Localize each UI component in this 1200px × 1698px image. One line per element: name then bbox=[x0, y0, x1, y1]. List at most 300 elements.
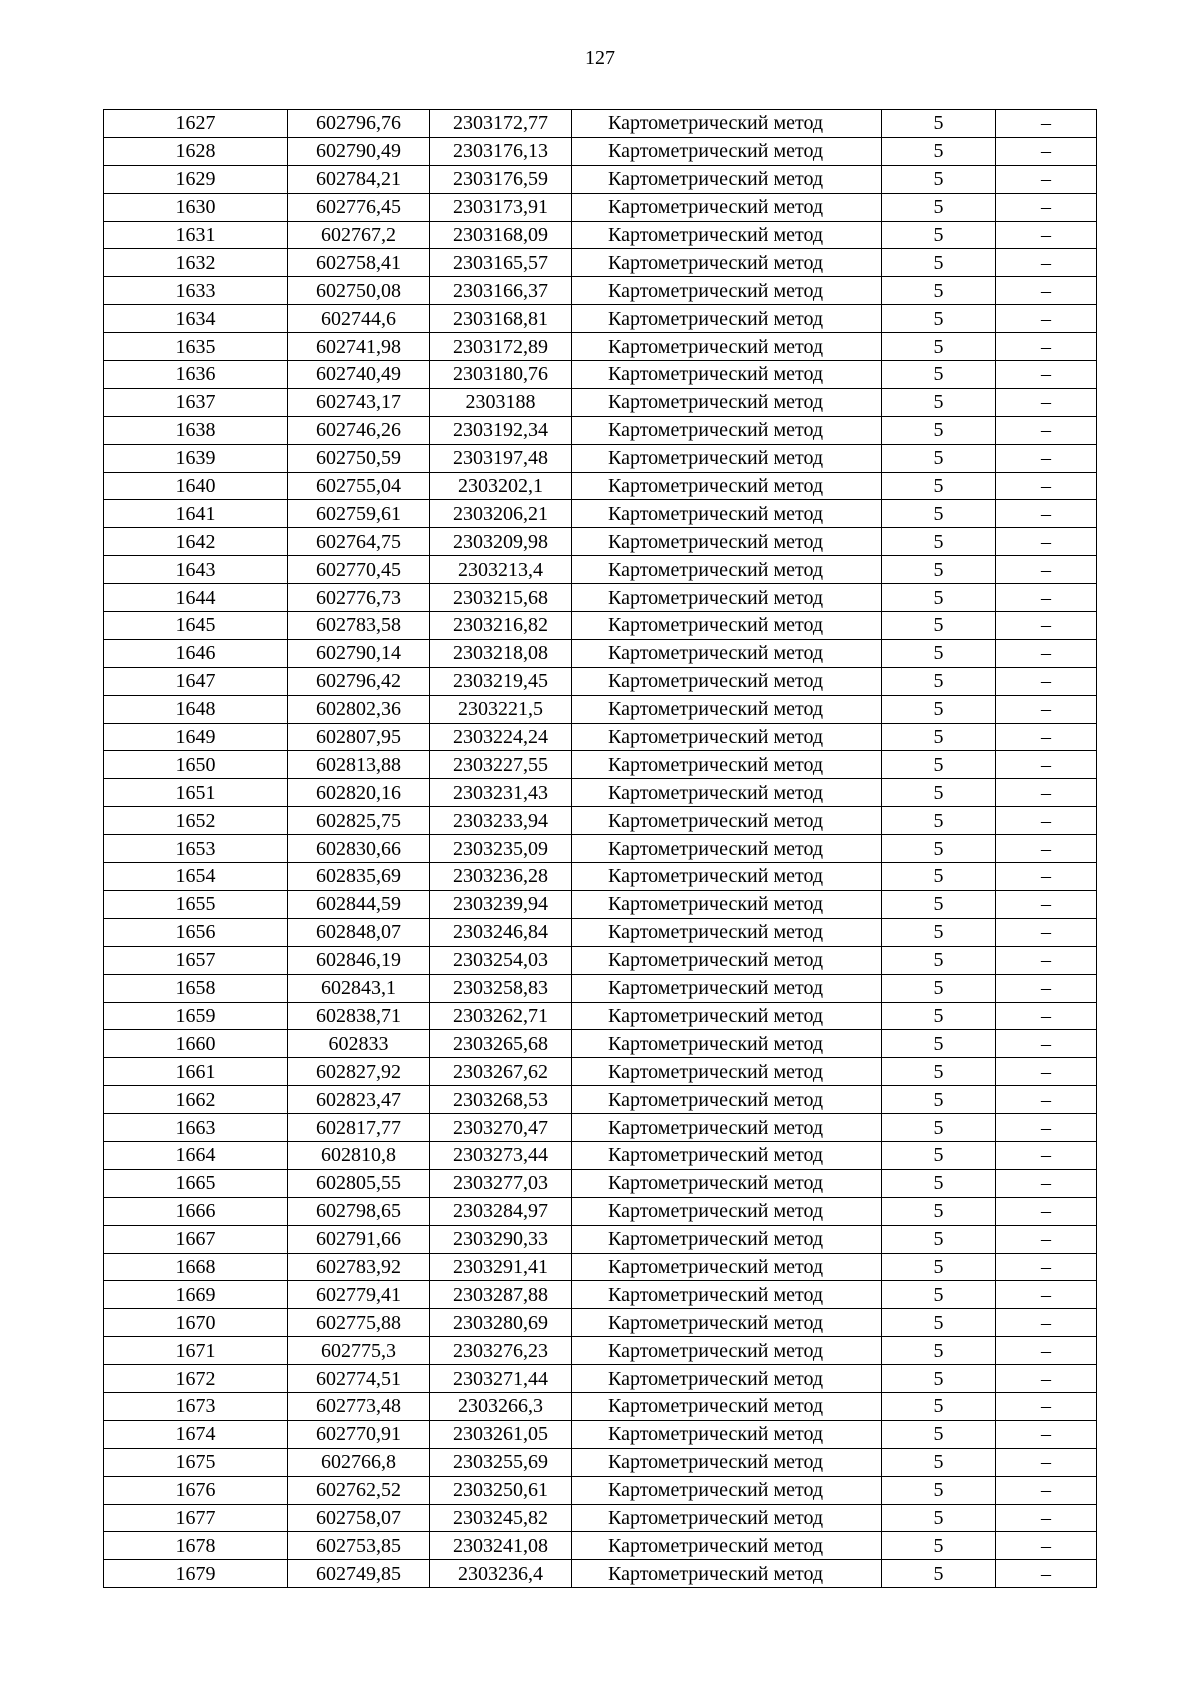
description-cell: – bbox=[996, 137, 1097, 165]
point-number-cell: 1658 bbox=[104, 974, 288, 1002]
accuracy-cell: 5 bbox=[882, 723, 996, 751]
x-coordinate-cell: 602796,42 bbox=[288, 667, 430, 695]
x-coordinate-cell: 602775,88 bbox=[288, 1309, 430, 1337]
accuracy-cell: 5 bbox=[882, 388, 996, 416]
y-coordinate-cell: 2303245,82 bbox=[430, 1504, 572, 1532]
description-cell: – bbox=[996, 193, 1097, 221]
x-coordinate-cell: 602773,48 bbox=[288, 1392, 430, 1420]
description-cell: – bbox=[996, 584, 1097, 612]
accuracy-cell: 5 bbox=[882, 918, 996, 946]
y-coordinate-cell: 2303233,94 bbox=[430, 807, 572, 835]
point-number-cell: 1647 bbox=[104, 667, 288, 695]
y-coordinate-cell: 2303273,44 bbox=[430, 1141, 572, 1169]
y-coordinate-cell: 2303188 bbox=[430, 388, 572, 416]
y-coordinate-cell: 2303261,05 bbox=[430, 1420, 572, 1448]
method-cell: Картометрический метод bbox=[572, 1281, 882, 1309]
y-coordinate-cell: 2303239,94 bbox=[430, 890, 572, 918]
y-coordinate-cell: 2303219,45 bbox=[430, 667, 572, 695]
x-coordinate-cell: 602764,75 bbox=[288, 528, 430, 556]
table-row bbox=[104, 1309, 1097, 1337]
table-row bbox=[104, 1197, 1097, 1225]
table-row bbox=[104, 165, 1097, 193]
table-row bbox=[104, 584, 1097, 612]
point-number-cell: 1637 bbox=[104, 388, 288, 416]
x-coordinate-cell: 602790,49 bbox=[288, 137, 430, 165]
table-row bbox=[104, 639, 1097, 667]
description-cell: – bbox=[996, 388, 1097, 416]
point-number-cell: 1675 bbox=[104, 1448, 288, 1476]
table-row bbox=[104, 1448, 1097, 1476]
y-coordinate-cell: 2303280,69 bbox=[430, 1309, 572, 1337]
table-row bbox=[104, 193, 1097, 221]
method-cell: Картометрический метод bbox=[572, 305, 882, 333]
description-cell: – bbox=[996, 500, 1097, 528]
y-coordinate-cell: 2303224,24 bbox=[430, 723, 572, 751]
table-row bbox=[104, 1225, 1097, 1253]
method-cell: Картометрический метод bbox=[572, 1086, 882, 1114]
method-cell: Картометрический метод bbox=[572, 388, 882, 416]
point-number-cell: 1643 bbox=[104, 556, 288, 584]
point-number-cell: 1666 bbox=[104, 1197, 288, 1225]
method-cell: Картометрический метод bbox=[572, 974, 882, 1002]
table-row bbox=[104, 305, 1097, 333]
method-cell: Картометрический метод bbox=[572, 1365, 882, 1393]
method-cell: Картометрический метод bbox=[572, 1002, 882, 1030]
x-coordinate-cell: 602770,45 bbox=[288, 556, 430, 584]
table-row bbox=[104, 361, 1097, 389]
x-coordinate-cell: 602846,19 bbox=[288, 946, 430, 974]
table-row bbox=[104, 667, 1097, 695]
y-coordinate-cell: 2303197,48 bbox=[430, 444, 572, 472]
description-cell: – bbox=[996, 1141, 1097, 1169]
table-row bbox=[104, 1365, 1097, 1393]
y-coordinate-cell: 2303255,69 bbox=[430, 1448, 572, 1476]
accuracy-cell: 5 bbox=[882, 1476, 996, 1504]
y-coordinate-cell: 2303241,08 bbox=[430, 1532, 572, 1560]
table-row bbox=[104, 1253, 1097, 1281]
description-cell: – bbox=[996, 835, 1097, 863]
description-cell: – bbox=[996, 305, 1097, 333]
table-row bbox=[104, 1058, 1097, 1086]
description-cell: – bbox=[996, 946, 1097, 974]
method-cell: Картометрический метод bbox=[572, 835, 882, 863]
x-coordinate-cell: 602776,73 bbox=[288, 584, 430, 612]
method-cell: Картометрический метод bbox=[572, 667, 882, 695]
y-coordinate-cell: 2303213,4 bbox=[430, 556, 572, 584]
accuracy-cell: 5 bbox=[882, 779, 996, 807]
x-coordinate-cell: 602813,88 bbox=[288, 751, 430, 779]
accuracy-cell: 5 bbox=[882, 1392, 996, 1420]
description-cell: – bbox=[996, 974, 1097, 1002]
y-coordinate-cell: 2303270,47 bbox=[430, 1114, 572, 1142]
accuracy-cell: 5 bbox=[882, 1281, 996, 1309]
point-number-cell: 1628 bbox=[104, 137, 288, 165]
accuracy-cell: 5 bbox=[882, 1560, 996, 1588]
x-coordinate-cell: 602830,66 bbox=[288, 835, 430, 863]
y-coordinate-cell: 2303236,28 bbox=[430, 863, 572, 891]
x-coordinate-cell: 602805,55 bbox=[288, 1169, 430, 1197]
accuracy-cell: 5 bbox=[882, 500, 996, 528]
accuracy-cell: 5 bbox=[882, 974, 996, 1002]
y-coordinate-cell: 2303165,57 bbox=[430, 249, 572, 277]
accuracy-cell: 5 bbox=[882, 863, 996, 891]
y-coordinate-cell: 2303262,71 bbox=[430, 1002, 572, 1030]
y-coordinate-cell: 2303290,33 bbox=[430, 1225, 572, 1253]
accuracy-cell: 5 bbox=[882, 612, 996, 640]
x-coordinate-cell: 602807,95 bbox=[288, 723, 430, 751]
x-coordinate-cell: 602798,65 bbox=[288, 1197, 430, 1225]
y-coordinate-cell: 2303176,13 bbox=[430, 137, 572, 165]
point-number-cell: 1665 bbox=[104, 1169, 288, 1197]
accuracy-cell: 5 bbox=[882, 667, 996, 695]
point-number-cell: 1664 bbox=[104, 1141, 288, 1169]
x-coordinate-cell: 602775,3 bbox=[288, 1337, 430, 1365]
point-number-cell: 1645 bbox=[104, 612, 288, 640]
point-number-cell: 1676 bbox=[104, 1476, 288, 1504]
accuracy-cell: 5 bbox=[882, 472, 996, 500]
x-coordinate-cell: 602823,47 bbox=[288, 1086, 430, 1114]
x-coordinate-cell: 602791,66 bbox=[288, 1225, 430, 1253]
table-row bbox=[104, 1169, 1097, 1197]
x-coordinate-cell: 602802,36 bbox=[288, 695, 430, 723]
method-cell: Картометрический метод bbox=[572, 444, 882, 472]
description-cell: – bbox=[996, 1309, 1097, 1337]
x-coordinate-cell: 602838,71 bbox=[288, 1002, 430, 1030]
point-number-cell: 1629 bbox=[104, 165, 288, 193]
table-row bbox=[104, 110, 1097, 138]
method-cell: Картометрический метод bbox=[572, 556, 882, 584]
y-coordinate-cell: 2303176,59 bbox=[430, 165, 572, 193]
y-coordinate-cell: 2303168,09 bbox=[430, 221, 572, 249]
accuracy-cell: 5 bbox=[882, 695, 996, 723]
method-cell: Картометрический метод bbox=[572, 946, 882, 974]
x-coordinate-cell: 602783,92 bbox=[288, 1253, 430, 1281]
x-coordinate-cell: 602743,17 bbox=[288, 388, 430, 416]
description-cell: – bbox=[996, 1114, 1097, 1142]
point-number-cell: 1672 bbox=[104, 1365, 288, 1393]
description-cell: – bbox=[996, 444, 1097, 472]
description-cell: – bbox=[996, 333, 1097, 361]
method-cell: Картометрический метод bbox=[572, 584, 882, 612]
x-coordinate-cell: 602790,14 bbox=[288, 639, 430, 667]
table-row bbox=[104, 137, 1097, 165]
accuracy-cell: 5 bbox=[882, 249, 996, 277]
description-cell: – bbox=[996, 1225, 1097, 1253]
y-coordinate-cell: 2303172,77 bbox=[430, 110, 572, 138]
x-coordinate-cell: 602741,98 bbox=[288, 333, 430, 361]
point-number-cell: 1668 bbox=[104, 1253, 288, 1281]
table-row bbox=[104, 1392, 1097, 1420]
x-coordinate-cell: 602817,77 bbox=[288, 1114, 430, 1142]
point-number-cell: 1653 bbox=[104, 835, 288, 863]
accuracy-cell: 5 bbox=[882, 1058, 996, 1086]
description-cell: – bbox=[996, 361, 1097, 389]
x-coordinate-cell: 602770,91 bbox=[288, 1420, 430, 1448]
description-cell: – bbox=[996, 1002, 1097, 1030]
accuracy-cell: 5 bbox=[882, 807, 996, 835]
point-number-cell: 1651 bbox=[104, 779, 288, 807]
method-cell: Картометрический метод bbox=[572, 1309, 882, 1337]
point-number-cell: 1641 bbox=[104, 500, 288, 528]
table-row bbox=[104, 835, 1097, 863]
accuracy-cell: 5 bbox=[882, 1337, 996, 1365]
accuracy-cell: 5 bbox=[882, 1309, 996, 1337]
accuracy-cell: 5 bbox=[882, 110, 996, 138]
point-number-cell: 1671 bbox=[104, 1337, 288, 1365]
accuracy-cell: 5 bbox=[882, 1141, 996, 1169]
method-cell: Картометрический метод bbox=[572, 333, 882, 361]
method-cell: Картометрический метод bbox=[572, 1420, 882, 1448]
description-cell: – bbox=[996, 416, 1097, 444]
description-cell: – bbox=[996, 277, 1097, 305]
method-cell: Картометрический метод bbox=[572, 249, 882, 277]
accuracy-cell: 5 bbox=[882, 1420, 996, 1448]
y-coordinate-cell: 2303287,88 bbox=[430, 1281, 572, 1309]
description-cell: – bbox=[996, 556, 1097, 584]
y-coordinate-cell: 2303218,08 bbox=[430, 639, 572, 667]
point-number-cell: 1656 bbox=[104, 918, 288, 946]
accuracy-cell: 5 bbox=[882, 1504, 996, 1532]
accuracy-cell: 5 bbox=[882, 751, 996, 779]
description-cell: – bbox=[996, 1392, 1097, 1420]
table-row bbox=[104, 890, 1097, 918]
x-coordinate-cell: 602833 bbox=[288, 1030, 430, 1058]
method-cell: Картометрический метод bbox=[572, 723, 882, 751]
x-coordinate-cell: 602758,41 bbox=[288, 249, 430, 277]
table-row bbox=[104, 528, 1097, 556]
accuracy-cell: 5 bbox=[882, 1365, 996, 1393]
point-number-cell: 1642 bbox=[104, 528, 288, 556]
method-cell: Картометрический метод bbox=[572, 528, 882, 556]
point-number-cell: 1630 bbox=[104, 193, 288, 221]
point-number-cell: 1627 bbox=[104, 110, 288, 138]
point-number-cell: 1673 bbox=[104, 1392, 288, 1420]
method-cell: Картометрический метод bbox=[572, 1504, 882, 1532]
accuracy-cell: 5 bbox=[882, 277, 996, 305]
y-coordinate-cell: 2303166,37 bbox=[430, 277, 572, 305]
method-cell: Картометрический метод bbox=[572, 1532, 882, 1560]
table-row bbox=[104, 1086, 1097, 1114]
description-cell: – bbox=[996, 249, 1097, 277]
description-cell: – bbox=[996, 1504, 1097, 1532]
x-coordinate-cell: 602827,92 bbox=[288, 1058, 430, 1086]
accuracy-cell: 5 bbox=[882, 1169, 996, 1197]
point-number-cell: 1648 bbox=[104, 695, 288, 723]
point-number-cell: 1654 bbox=[104, 863, 288, 891]
y-coordinate-cell: 2303206,21 bbox=[430, 500, 572, 528]
x-coordinate-cell: 602744,6 bbox=[288, 305, 430, 333]
y-coordinate-cell: 2303291,41 bbox=[430, 1253, 572, 1281]
method-cell: Картометрический метод bbox=[572, 1448, 882, 1476]
x-coordinate-cell: 602835,69 bbox=[288, 863, 430, 891]
description-cell: – bbox=[996, 918, 1097, 946]
description-cell: – bbox=[996, 1197, 1097, 1225]
point-number-cell: 1669 bbox=[104, 1281, 288, 1309]
y-coordinate-cell: 2303266,3 bbox=[430, 1392, 572, 1420]
y-coordinate-cell: 2303172,89 bbox=[430, 333, 572, 361]
description-cell: – bbox=[996, 1448, 1097, 1476]
description-cell: – bbox=[996, 1560, 1097, 1588]
table-row bbox=[104, 249, 1097, 277]
point-number-cell: 1649 bbox=[104, 723, 288, 751]
description-cell: – bbox=[996, 807, 1097, 835]
method-cell: Картометрический метод bbox=[572, 1337, 882, 1365]
point-number-cell: 1679 bbox=[104, 1560, 288, 1588]
x-coordinate-cell: 602740,49 bbox=[288, 361, 430, 389]
description-cell: – bbox=[996, 1532, 1097, 1560]
table-row bbox=[104, 807, 1097, 835]
method-cell: Картометрический метод bbox=[572, 193, 882, 221]
method-cell: Картометрический метод bbox=[572, 863, 882, 891]
page-number: 127 bbox=[585, 47, 615, 69]
accuracy-cell: 5 bbox=[882, 1253, 996, 1281]
table-row bbox=[104, 1420, 1097, 1448]
accuracy-cell: 5 bbox=[882, 221, 996, 249]
accuracy-cell: 5 bbox=[882, 444, 996, 472]
table-row bbox=[104, 1002, 1097, 1030]
x-coordinate-cell: 602810,8 bbox=[288, 1141, 430, 1169]
point-number-cell: 1650 bbox=[104, 751, 288, 779]
method-cell: Картометрический метод bbox=[572, 137, 882, 165]
description-cell: – bbox=[996, 1169, 1097, 1197]
x-coordinate-cell: 602844,59 bbox=[288, 890, 430, 918]
method-cell: Картометрический метод bbox=[572, 1225, 882, 1253]
y-coordinate-cell: 2303284,97 bbox=[430, 1197, 572, 1225]
y-coordinate-cell: 2303258,83 bbox=[430, 974, 572, 1002]
method-cell: Картометрический метод bbox=[572, 1141, 882, 1169]
coordinates-table bbox=[103, 109, 1097, 1588]
table-row bbox=[104, 416, 1097, 444]
description-cell: – bbox=[996, 1058, 1097, 1086]
accuracy-cell: 5 bbox=[882, 333, 996, 361]
y-coordinate-cell: 2303236,4 bbox=[430, 1560, 572, 1588]
y-coordinate-cell: 2303271,44 bbox=[430, 1365, 572, 1393]
description-cell: – bbox=[996, 612, 1097, 640]
y-coordinate-cell: 2303202,1 bbox=[430, 472, 572, 500]
x-coordinate-cell: 602820,16 bbox=[288, 779, 430, 807]
y-coordinate-cell: 2303173,91 bbox=[430, 193, 572, 221]
description-cell: – bbox=[996, 1030, 1097, 1058]
method-cell: Картометрический метод bbox=[572, 890, 882, 918]
table-row bbox=[104, 779, 1097, 807]
method-cell: Картометрический метод bbox=[572, 110, 882, 138]
method-cell: Картометрический метод bbox=[572, 416, 882, 444]
x-coordinate-cell: 602825,75 bbox=[288, 807, 430, 835]
method-cell: Картометрический метод bbox=[572, 807, 882, 835]
table-row bbox=[104, 556, 1097, 584]
x-coordinate-cell: 602774,51 bbox=[288, 1365, 430, 1393]
x-coordinate-cell: 602759,61 bbox=[288, 500, 430, 528]
coordinates-table-body bbox=[104, 110, 1097, 1588]
accuracy-cell: 5 bbox=[882, 1532, 996, 1560]
y-coordinate-cell: 2303168,81 bbox=[430, 305, 572, 333]
point-number-cell: 1659 bbox=[104, 1002, 288, 1030]
table-row bbox=[104, 863, 1097, 891]
description-cell: – bbox=[996, 221, 1097, 249]
y-coordinate-cell: 2303250,61 bbox=[430, 1476, 572, 1504]
table-row bbox=[104, 1560, 1097, 1588]
description-cell: – bbox=[996, 110, 1097, 138]
description-cell: – bbox=[996, 751, 1097, 779]
table-row bbox=[104, 612, 1097, 640]
table-row bbox=[104, 751, 1097, 779]
x-coordinate-cell: 602753,85 bbox=[288, 1532, 430, 1560]
point-number-cell: 1663 bbox=[104, 1114, 288, 1142]
point-number-cell: 1639 bbox=[104, 444, 288, 472]
x-coordinate-cell: 602749,85 bbox=[288, 1560, 430, 1588]
point-number-cell: 1661 bbox=[104, 1058, 288, 1086]
accuracy-cell: 5 bbox=[882, 361, 996, 389]
method-cell: Картометрический метод bbox=[572, 1197, 882, 1225]
x-coordinate-cell: 602843,1 bbox=[288, 974, 430, 1002]
method-cell: Картометрический метод bbox=[572, 695, 882, 723]
table-row bbox=[104, 695, 1097, 723]
point-number-cell: 1678 bbox=[104, 1532, 288, 1560]
table-row bbox=[104, 918, 1097, 946]
table-row bbox=[104, 1504, 1097, 1532]
point-number-cell: 1631 bbox=[104, 221, 288, 249]
accuracy-cell: 5 bbox=[882, 639, 996, 667]
description-cell: – bbox=[996, 1476, 1097, 1504]
point-number-cell: 1644 bbox=[104, 584, 288, 612]
point-number-cell: 1662 bbox=[104, 1086, 288, 1114]
description-cell: – bbox=[996, 779, 1097, 807]
table-row bbox=[104, 333, 1097, 361]
point-number-cell: 1633 bbox=[104, 277, 288, 305]
accuracy-cell: 5 bbox=[882, 1086, 996, 1114]
description-cell: – bbox=[996, 890, 1097, 918]
y-coordinate-cell: 2303215,68 bbox=[430, 584, 572, 612]
method-cell: Картометрический метод bbox=[572, 1392, 882, 1420]
method-cell: Картометрический метод bbox=[572, 612, 882, 640]
description-cell: – bbox=[996, 695, 1097, 723]
y-coordinate-cell: 2303192,34 bbox=[430, 416, 572, 444]
accuracy-cell: 5 bbox=[882, 528, 996, 556]
table-row bbox=[104, 500, 1097, 528]
point-number-cell: 1657 bbox=[104, 946, 288, 974]
table-row bbox=[104, 1030, 1097, 1058]
y-coordinate-cell: 2303265,68 bbox=[430, 1030, 572, 1058]
method-cell: Картометрический метод bbox=[572, 221, 882, 249]
method-cell: Картометрический метод bbox=[572, 277, 882, 305]
accuracy-cell: 5 bbox=[882, 890, 996, 918]
point-number-cell: 1677 bbox=[104, 1504, 288, 1532]
accuracy-cell: 5 bbox=[882, 1197, 996, 1225]
method-cell: Картометрический метод bbox=[572, 1058, 882, 1086]
table-row bbox=[104, 472, 1097, 500]
y-coordinate-cell: 2303276,23 bbox=[430, 1337, 572, 1365]
description-cell: – bbox=[996, 667, 1097, 695]
x-coordinate-cell: 602767,2 bbox=[288, 221, 430, 249]
accuracy-cell: 5 bbox=[882, 1030, 996, 1058]
accuracy-cell: 5 bbox=[882, 165, 996, 193]
method-cell: Картометрический метод bbox=[572, 639, 882, 667]
method-cell: Картометрический метод bbox=[572, 1560, 882, 1588]
method-cell: Картометрический метод bbox=[572, 361, 882, 389]
description-cell: – bbox=[996, 1365, 1097, 1393]
table-row bbox=[104, 1476, 1097, 1504]
method-cell: Картометрический метод bbox=[572, 751, 882, 779]
method-cell: Картометрический метод bbox=[572, 1253, 882, 1281]
y-coordinate-cell: 2303246,84 bbox=[430, 918, 572, 946]
description-cell: – bbox=[996, 1086, 1097, 1114]
y-coordinate-cell: 2303216,82 bbox=[430, 612, 572, 640]
accuracy-cell: 5 bbox=[882, 835, 996, 863]
x-coordinate-cell: 602848,07 bbox=[288, 918, 430, 946]
accuracy-cell: 5 bbox=[882, 137, 996, 165]
point-number-cell: 1636 bbox=[104, 361, 288, 389]
point-number-cell: 1674 bbox=[104, 1420, 288, 1448]
